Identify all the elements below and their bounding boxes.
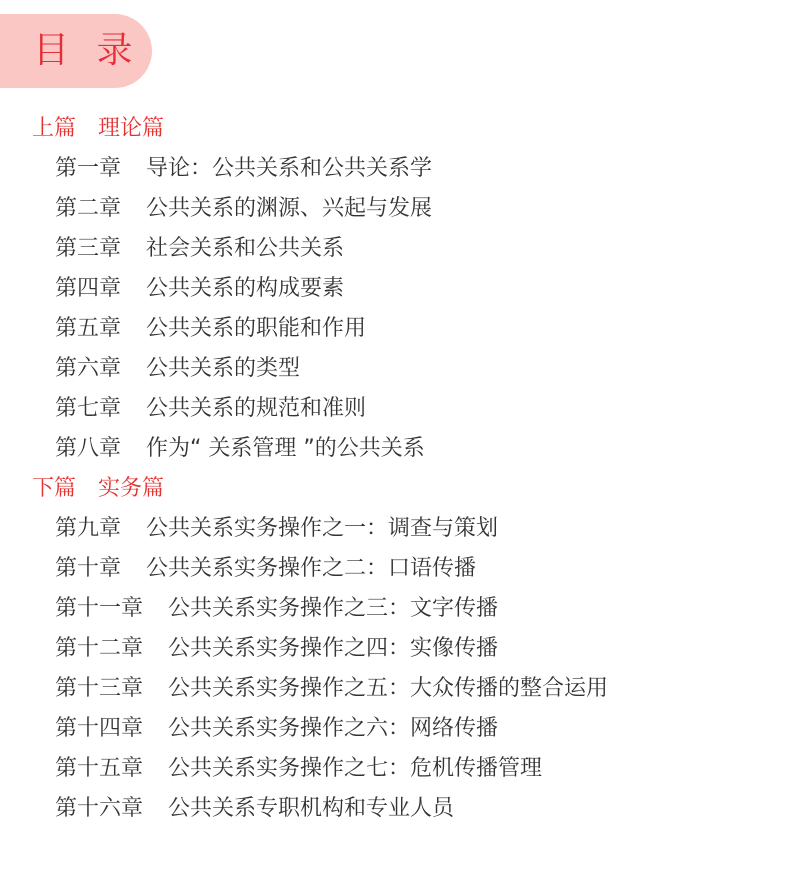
chapter-item[interactable] <box>55 149 432 189</box>
chapter-number: 第九章 <box>55 516 122 541</box>
chapter-item[interactable] <box>55 389 366 429</box>
chapter-number: 第十一章 <box>55 596 144 621</box>
chapter-item[interactable] <box>55 509 498 549</box>
part-heading-theory: 上篇 理论篇 <box>32 116 165 141</box>
chapter-number: 第八章 <box>55 436 122 461</box>
chapter-item[interactable] <box>55 549 476 589</box>
chapter-number: 第十四章 <box>55 716 144 741</box>
chapter-item[interactable] <box>55 669 608 709</box>
chapter-number: 第十五章 <box>55 756 144 781</box>
chapter-title: 公共关系的规范和准则 <box>146 396 367 421</box>
chapter-title: 公共关系实务操作之六：网络传播 <box>168 716 499 741</box>
chapter-item[interactable] <box>55 349 300 389</box>
chapter-number: 第四章 <box>55 276 122 301</box>
toc-title: 目 录 <box>33 30 141 71</box>
chapter-item[interactable] <box>55 589 498 629</box>
chapter-title: 公共关系的构成要素 <box>146 276 345 301</box>
chapter-title: 导论：公共关系和公共关系学 <box>146 156 433 181</box>
chapter-number: 第十章 <box>55 556 122 581</box>
chapter-item[interactable] <box>55 749 542 789</box>
chapter-title: 公共关系实务操作之二：口语传播 <box>146 556 477 581</box>
chapter-title: 公共关系的渊源、兴起与发展 <box>146 196 433 221</box>
chapter-title: 公共关系实务操作之五：大众传播的整合运用 <box>168 676 609 701</box>
chapter-title: 公共关系的职能和作用 <box>146 316 367 341</box>
chapter-item[interactable] <box>55 709 498 749</box>
chapter-number: 第三章 <box>55 236 122 261</box>
chapter-title: 公共关系的类型 <box>146 356 301 381</box>
chapter-item[interactable] <box>55 629 498 669</box>
chapter-item[interactable] <box>55 429 425 469</box>
chapter-number: 第二章 <box>55 196 122 221</box>
chapter-title: 公共关系实务操作之一：调查与策划 <box>146 516 499 541</box>
chapter-title: 公共关系实务操作之七：危机传播管理 <box>168 756 543 781</box>
chapter-number: 第六章 <box>55 356 122 381</box>
chapter-item[interactable] <box>55 229 344 269</box>
chapter-title: 公共关系专职机构和专业人员 <box>168 796 455 821</box>
chapter-number: 第十六章 <box>55 796 144 821</box>
chapter-number: 第五章 <box>55 316 122 341</box>
chapter-number: 第七章 <box>55 396 122 421</box>
chapter-item[interactable] <box>55 189 432 229</box>
toc-header-tab <box>0 14 152 88</box>
chapter-number: 第一章 <box>55 156 122 181</box>
chapter-item[interactable] <box>55 269 344 309</box>
chapter-title: 社会关系和公共关系 <box>146 236 345 261</box>
chapter-item[interactable] <box>55 789 454 829</box>
part-heading-practice: 下篇 实务篇 <box>32 476 165 501</box>
chapter-title: 公共关系实务操作之四：实像传播 <box>168 636 499 661</box>
chapter-title: 公共关系实务操作之三：文字传播 <box>168 596 499 621</box>
chapter-item[interactable] <box>55 309 366 349</box>
chapter-number: 第十二章 <box>55 636 144 661</box>
chapter-title: 作为“ 关系管理 ”的公共关系 <box>146 436 425 461</box>
chapter-number: 第十三章 <box>55 676 144 701</box>
